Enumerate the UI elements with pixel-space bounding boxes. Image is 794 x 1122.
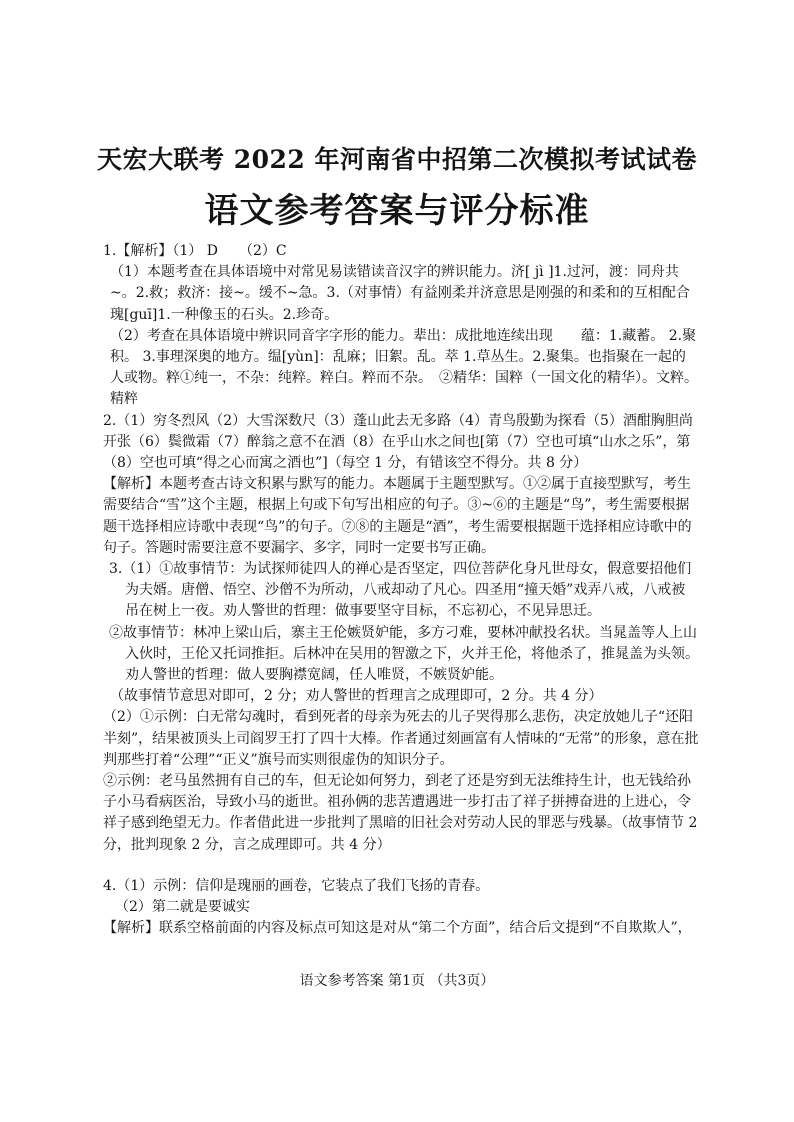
q1-answer: 1.【解析】（1） D （2）C bbox=[103, 243, 287, 259]
q4-analysis: 【解析】联系空格前面的内容及标点可知这是对从“第二个方面”，结合后文提到“不自欺欺人”， bbox=[103, 920, 692, 937]
section-gap bbox=[103, 856, 699, 876]
exam-title: 天宏大联考 2022 年河南省中招第二次模拟考试试卷 bbox=[97, 145, 697, 174]
answer-body bbox=[103, 241, 704, 940]
q1-explanation-2: （2）考查在具体语境中辨识同音字字形的能力。辈出：成批地连续出现 蕴：1.藏蓄。 2.聚积。 3.事理深奥的地方。缊[yùn]：乱麻；旧絮。乱。萃 1.草丛生。2.聚集。也指聚在一起的人或物。粹①纯一，不杂：纯粹。粹白。粹而不杂。 ②精华：国粹（一国文化的精华）。文粹。精粹 bbox=[110, 327, 698, 408]
q4-item-2: （2）第二就是要诚实 bbox=[115, 899, 250, 916]
q3-item-3: （2）①示例：白无常勾魂时，看到死者的母亲为死去的儿子哭得那么悲伤，决定放她儿子“还阳半刻”，结果被顶头上司阎罗王打了四十大棒。作者通过刻画富有人情味的“无常”的形象，意在批判那些打着“公理”“正义”旗号而实则很虚伪的知识分子。 bbox=[103, 709, 699, 768]
q3-scoring-note: （故事情节意思对即可，2 分；劝人警世的哲理言之成理即可，2 分。共 4 分） bbox=[110, 688, 603, 705]
page-footer: 语文参考答案 第1页 （共3页） bbox=[299, 973, 495, 989]
q3-item-4: ②示例：老马虽然拥有自己的车，但无论如何努力，到老了还是穷到无法维持生计，也无钱给孙子小马看病医治，导致小马的逝世。祖孙俩的悲苦遭遇进一步打击了祥子拼搏奋进的上进心，令祥子感到绝望无力。作者借此进一步批判了黑暗的旧社会对劳动人民的罪恶与残暴。（故事情节 2 分，批判现象 2 分，言之成理即可。共 4 分） bbox=[103, 773, 698, 853]
document-title: 语文参考答案与评分标准 bbox=[204, 191, 590, 231]
q3-item-2: ②故事情节：林冲上梁山后，寨主王伦嫉贤妒能，多方刁难，要林冲献投名状。当晁盖等人上山入伙时，王伦又托词推拒。后林冲在吴用的智激之下，火并王伦，将他杀了，推晁盖为头领。劝人警世的哲理：做人要胸襟宽阔，任人唯贤，不嫉贤妒能。 bbox=[109, 624, 699, 684]
q4-item-1: 4.（1）示例：信仰是瑰丽的画卷，它装点了我们飞扬的青春。 bbox=[103, 877, 490, 894]
q2-answer: 2.（1）穷冬烈风（2）大雪深数尺（3）蓬山此去无多路（4）青鸟殷勤为探看（5）酒酣胸胆尚开张（6）鬓微霜（7）醉翁之意不在酒（8）在乎山水之间也[第（7）空也可填“山水之乐”，第（8）空也可填“得之心而寓之酒也”]（每空 1 分，有错该空不得分。共 8 分） bbox=[103, 412, 693, 472]
q1-explanation-1: （1）本题考查在具体语境中对常见易读错读音汉字的辨识能力。济[ jì ]1.过河，渡：同舟共~。2.救；救济：接~。缓不~急。3.（对事情）有益刚柔并济意思是刚强的和柔和的互相配合 瑰[guī]1.一种像玉的石头。2.珍奇。 bbox=[110, 264, 704, 323]
q3-item-1: 3.（1）①故事情节：为试探师徒四人的禅心是否坚定，四位菩萨化身凡世母女，假意要招他们为夫婿。唐僧、悟空、沙僧不为所动，八戒却动了凡心。四圣用“撞天婚”戏弄八戒，八戒被吊在树上一夜。劝人警世的哲理：做事要坚守目标，不忘初心，不见异思迁。 bbox=[109, 561, 692, 620]
q2-analysis: 【解析】本题考查古诗文积累与默写的能力。本题属于主题型默写。①②属于直接型默写，考生需要结合“雪”这个主题，根据上句或下句写出相应的句子。③~⑥的主题是“鸟”，考生需要根据题干选择相应诗歌中表现“鸟”的句子。⑦⑧的主题是“酒”，考生需要根据题干选择相应诗歌中的句子。答题时需要注意不要漏字、多字，同时一定要书写正确。 bbox=[103, 476, 692, 556]
